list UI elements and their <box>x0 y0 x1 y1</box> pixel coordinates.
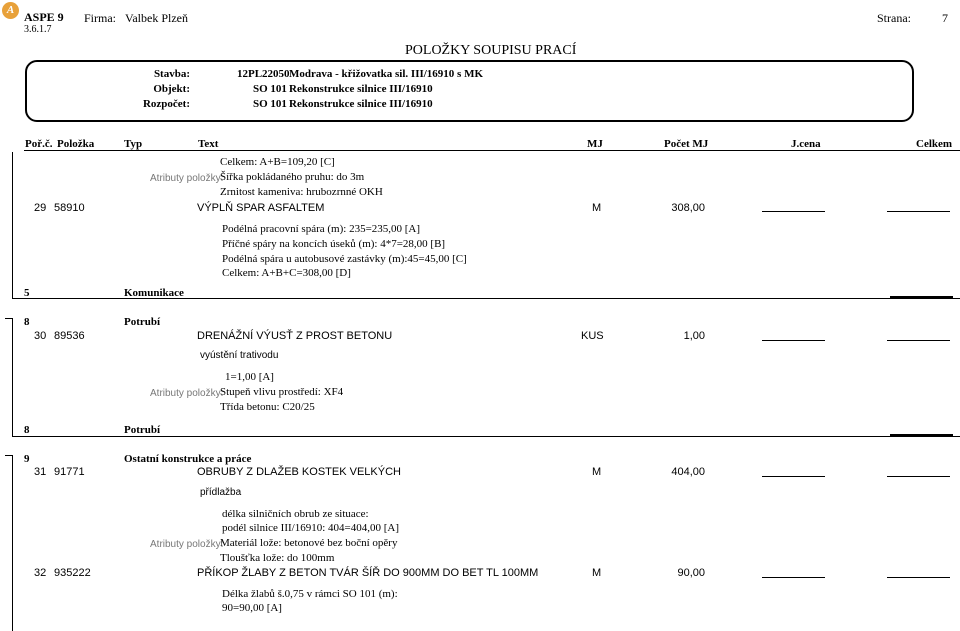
item-unit: M <box>592 567 602 579</box>
item-quantity: 90,00 <box>677 567 705 579</box>
section-tick-9 <box>5 455 13 456</box>
aspe-logo-icon: A <box>2 2 19 19</box>
objekt-name: Rekonstrukce silnice III/16910 <box>289 83 433 95</box>
section-name: Potrubí <box>124 316 161 328</box>
item-note: vyústění trativodu <box>200 350 279 361</box>
item-text: OBRUBY Z DLAŽEB KOSTEK VELKÝCH <box>197 466 401 478</box>
attr-line: Šířka pokládaného pruhu: do 3m <box>220 171 365 183</box>
frame-left-3 <box>12 455 13 631</box>
unit-price-blank[interactable] <box>762 476 825 477</box>
item-unit: KUS <box>581 330 604 342</box>
col-celkem: Celkem <box>916 138 953 150</box>
col-por: Poř.č. <box>25 138 53 150</box>
item-number: 32 <box>34 567 47 579</box>
item-text: VÝPLŇ SPAR ASFALTEM <box>197 202 325 214</box>
frame-left-1 <box>12 152 13 298</box>
section-number: 5 <box>24 287 30 299</box>
item-text: DRENÁŽNÍ VÝUSŤ Z PROST BETONU <box>197 330 393 342</box>
section-number: 8 <box>24 424 30 436</box>
col-jcena: J.cena <box>791 138 821 150</box>
section-total-blank[interactable] <box>890 434 953 436</box>
stavba-code: 12PL22050 <box>237 68 290 80</box>
attr-label: Atributy položky: <box>150 388 224 399</box>
unit-price-blank[interactable] <box>762 211 825 212</box>
attr-line: Stupeň vlivu prostředí: XF4 <box>220 386 344 398</box>
calc-line: podél silnice III/16910: 404=404,00 [A] <box>222 522 399 534</box>
section-name: Komunikace <box>124 287 184 299</box>
section-number: 8 <box>24 316 30 328</box>
section-name: Ostatní konstrukce a práce <box>124 453 252 465</box>
attr-line: Tloušťka lože: do 100mm <box>220 552 335 564</box>
header-rule <box>24 150 960 151</box>
document-title: POLOŽKY SOUPISU PRACÍ <box>405 43 577 58</box>
col-mj: MJ <box>587 138 603 150</box>
calc-line: 1=1,00 [A] <box>225 371 274 383</box>
attr-line: Třída betonu: C20/25 <box>220 401 315 413</box>
total-price-blank[interactable] <box>887 340 950 341</box>
calc-line: délka silničních obrub ze situace: <box>222 508 369 520</box>
frame-left-2 <box>12 318 13 436</box>
section-number: 9 <box>24 453 30 465</box>
item-number: 29 <box>34 202 47 214</box>
calc-line: Celkem: A+B=109,20 [C] <box>220 156 335 168</box>
item-number: 31 <box>34 466 47 478</box>
firma-label: Firma: <box>84 11 116 25</box>
item-code: 91771 <box>54 466 85 478</box>
calc-line: Příčné spáry na koncích úseků (m): 4*7=28,00 [B] <box>222 238 446 250</box>
col-text: Text <box>198 138 219 150</box>
item-quantity: 1,00 <box>683 330 705 342</box>
firma-value: Valbek Plzeň <box>125 11 188 25</box>
objekt-label: Objekt: <box>153 83 190 95</box>
col-polozka: Položka <box>57 138 95 150</box>
stavba-name: Modrava - křižovatka sil. III/16910 s MK <box>289 68 484 80</box>
strana-label: Strana: <box>877 11 911 25</box>
item-quantity: 308,00 <box>671 202 705 214</box>
stavba-label: Stavba: <box>153 68 190 80</box>
total-price-blank[interactable] <box>887 211 950 212</box>
item-code: 89536 <box>54 330 85 342</box>
rozpocet-label: Rozpočet: <box>142 98 190 110</box>
item-text: PŘÍKOP ŽLABY Z BETON TVÁR ŠÍŘ DO 900MM DO BET TL 100MM <box>197 567 539 579</box>
attr-label: Atributy položky: <box>150 173 224 184</box>
item-unit: M <box>592 202 602 214</box>
rozpocet-code: SO 101 <box>253 98 287 110</box>
attr-line: Zrnitost kameniva: hrubozrnné OKH <box>220 186 383 198</box>
col-pocet: Počet MJ <box>664 138 709 150</box>
item-unit: M <box>592 466 602 478</box>
item-note: přídlažba <box>200 487 242 498</box>
col-typ: Typ <box>124 138 143 150</box>
strana-value: 7 <box>942 11 948 25</box>
rozpocet-name: Rekonstrukce silnice III/16910 <box>289 98 433 110</box>
app-version: 3.6.1.7 <box>24 24 52 35</box>
attr-line: Materiál lože: betonové bez boční opěry <box>220 537 398 549</box>
item-quantity: 404,00 <box>671 466 705 478</box>
attr-label: Atributy položky: <box>150 539 224 550</box>
calc-line: Celkem: A+B+C=308,00 [D] <box>222 267 351 279</box>
section-tick-8 <box>5 318 13 319</box>
item-number: 30 <box>34 330 47 342</box>
item-code: 58910 <box>54 202 85 214</box>
section-name: Potrubí <box>124 424 161 436</box>
calc-line: Podélná pracovní spára (m): 235=235,00 [A] <box>222 223 421 235</box>
section-total-blank[interactable] <box>890 296 953 298</box>
unit-price-blank[interactable] <box>762 577 825 578</box>
calc-line: Délka žlabů š.0,75 v rámci SO 101 (m): <box>222 588 398 600</box>
unit-price-blank[interactable] <box>762 340 825 341</box>
calc-line: Podélná spára u autobusové zastávky (m):45=45,00 [C] <box>222 253 467 265</box>
total-price-blank[interactable] <box>887 476 950 477</box>
calc-line: 90=90,00 [A] <box>222 602 282 614</box>
objekt-code: SO 101 <box>253 83 287 95</box>
total-price-blank[interactable] <box>887 577 950 578</box>
app-name: ASPE 9 <box>24 10 64 24</box>
section-rule-8 <box>12 436 960 437</box>
item-code: 935222 <box>54 567 91 579</box>
